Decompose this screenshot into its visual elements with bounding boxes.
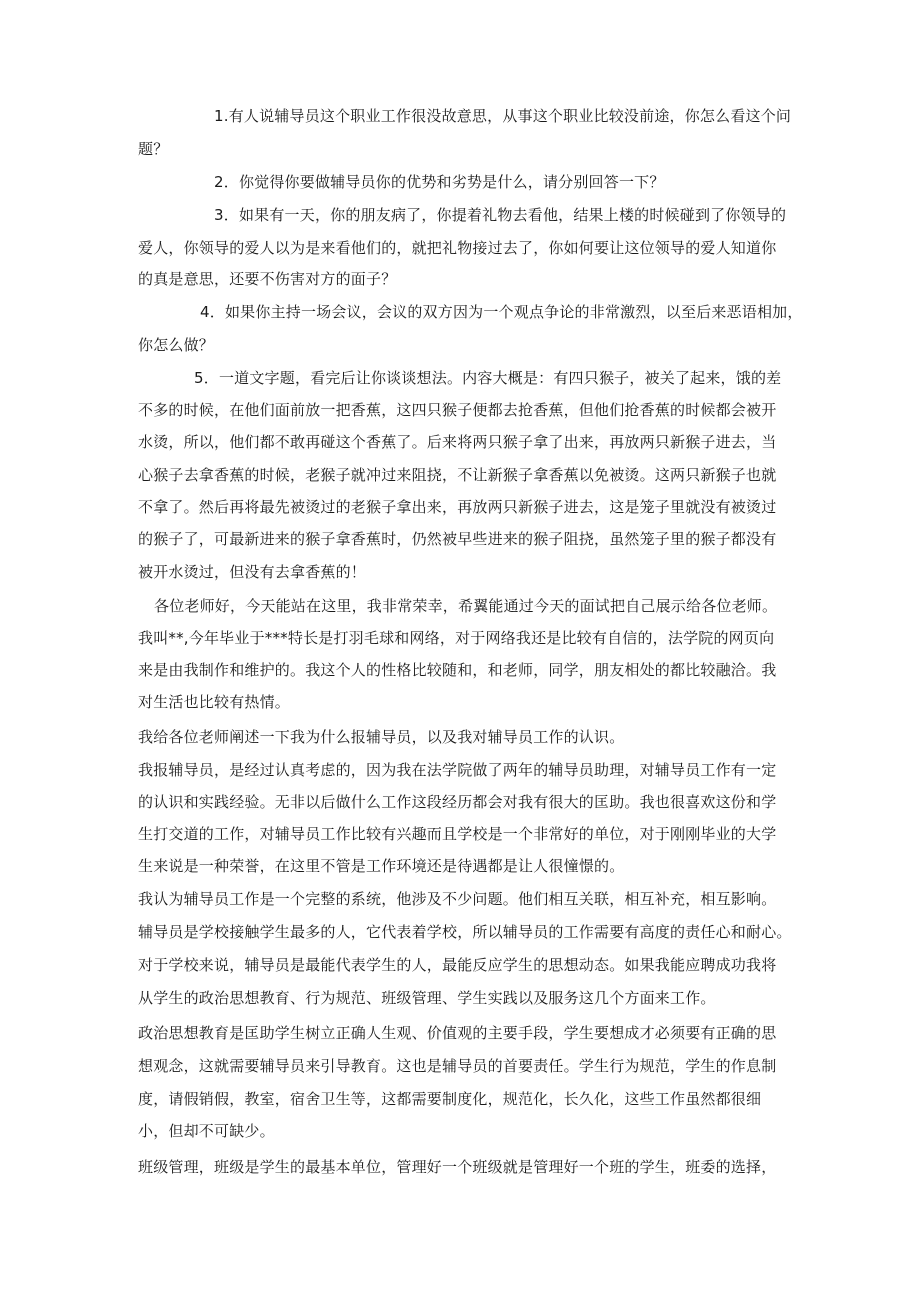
education-line-2: 想观念，这就需要辅导员来引导教育。这也是辅导员的首要责任。学生行为规范，学生的作息制	[138, 1057, 777, 1075]
intro-line-3: 来是由我制作和维护的。我这个人的性格比较随和，和老师，同学，朋友相处的都比较融洽。我	[138, 661, 777, 679]
question-3-line-2: 爱人，你领导的爱人以为是来看他们的，就把礼物接过去了，你如何要让这位领导的爱人知道你	[138, 239, 777, 257]
question-3-line-3: 的真是意思，还要不伤害对方的面子？	[138, 270, 397, 288]
question-1-line-1: 1.有人说辅导员这个职业工作很没故意思，从事这个职业比较没前途，你怎么看这个问	[214, 107, 792, 125]
reason-heading-line: 我给各位老师阐述一下我为什么报辅导员，以及我对辅导员工作的认识。	[138, 728, 625, 746]
intro-line-2: 我叫**,今年毕业于***特长是打羽毛球和网络，对于网络我还是比较有自信的，法学院的网页向	[138, 629, 775, 647]
question-4-line-2: 你怎么做？	[138, 336, 215, 354]
understanding-line-4: 从学生的政治思想教育、行为规范、班级管理、学生实践以及服务这几个方面来工作。	[138, 989, 716, 1007]
question-5-line-7: 被开水烫过，但没有去拿香蕉的！	[138, 563, 367, 581]
question-1-line-2: 题？	[138, 140, 169, 158]
understanding-line-2: 辅导员是学校接触学生最多的人，它代表着学校，所以辅导员的工作需要有高度的责任心和耐心。	[138, 923, 792, 941]
class-management-line-1: 班级管理，班级是学生的最基本单位，管理好一个班级就是管理好一个班的学生，班委的选择，	[138, 1158, 777, 1176]
education-line-1: 政治思想教育是匡助学生树立正确人生观、价值观的主要手段，学生要想成才必须要有正确的思	[138, 1024, 777, 1042]
education-line-3: 度，请假销假，教室，宿舍卫生等，这都需要制度化，规范化，长久化，这些工作虽然都很细	[138, 1090, 762, 1108]
question-5-line-5: 不拿了。然后再将最先被烫过的老猴子拿出来，再放两只新猴子进去，这是笼子里就没有被烫过	[138, 498, 777, 516]
question-5-line-6: 的猴子了，可最新进来的猴子拿香蕉时，仍然被早些进来的猴子阻挠，虽然笼子里的猴子都没有	[138, 530, 777, 548]
education-line-4: 小，但却不可缺少。	[138, 1122, 275, 1140]
question-5-line-4: 心猴子去拿香蕉的时候，老猴子就冲过来阻挠，不让新猴子拿香蕉以免被烫。这两只新猴子也就	[138, 466, 777, 484]
why-line-2: 的认识和实践经验。无非以后做什么工作这段经历都会对我有很大的匡助。我也很喜欢这份和学	[138, 793, 777, 811]
intro-line-1: 各位老师好，今天能站在这里，我非常荣幸，希翼能通过今天的面试把自己展示给各位老师。	[154, 597, 778, 615]
question-4-line-1: 4．如果你主持一场会议，会议的双方因为一个观点争论的非常激烈，以至后来恶语相加，	[200, 303, 803, 321]
question-2-line-1: 2．你觉得你要做辅导员你的优势和劣势是什么，请分别回答一下？	[214, 173, 665, 191]
question-3-line-1: 3．如果有一天，你的朋友病了，你提着礼物去看他，结果上楼的时候碰到了你领导的	[214, 206, 787, 224]
why-line-3: 生打交道的工作，对辅导员工作比较有兴趣而且学校是一个非常好的单位，对于刚刚毕业的大学	[138, 825, 777, 843]
why-line-4: 生来说是一种荣誉，在这里不管是工作环境还是待遇都是让人很憧憬的。	[138, 857, 625, 875]
understanding-line-3: 对于学校来说，辅导员是最能代表学生的人，最能反应学生的思想动态。如果我能应聘成功我将	[138, 956, 777, 974]
intro-line-4: 对生活也比较有热情。	[138, 693, 291, 711]
understanding-line-1: 我认为辅导员工作是一个完整的系统，他涉及不少问题。他们相互关联，相互补充，相互影响。	[138, 890, 777, 908]
why-line-1: 我报辅导员，是经过认真考虑的，因为我在法学院做了两年的辅导员助理，对辅导员工作有一定	[138, 761, 777, 779]
question-5-line-1: 5．一道文字题，看完后让你谈谈想法。内容大概是：有四只猴子，被关了起来，饿的差	[194, 369, 782, 387]
question-5-line-2: 不多的时候，在他们面前放一把香蕉，这四只猴子便都去抢香蕉，但他们抢香蕉的时候都会被开	[138, 401, 777, 419]
question-5-line-3: 水烫，所以，他们都不敢再碰这个香蕉了。后来将两只猴子拿了出来，再放两只新猴子进去，当	[138, 433, 777, 451]
